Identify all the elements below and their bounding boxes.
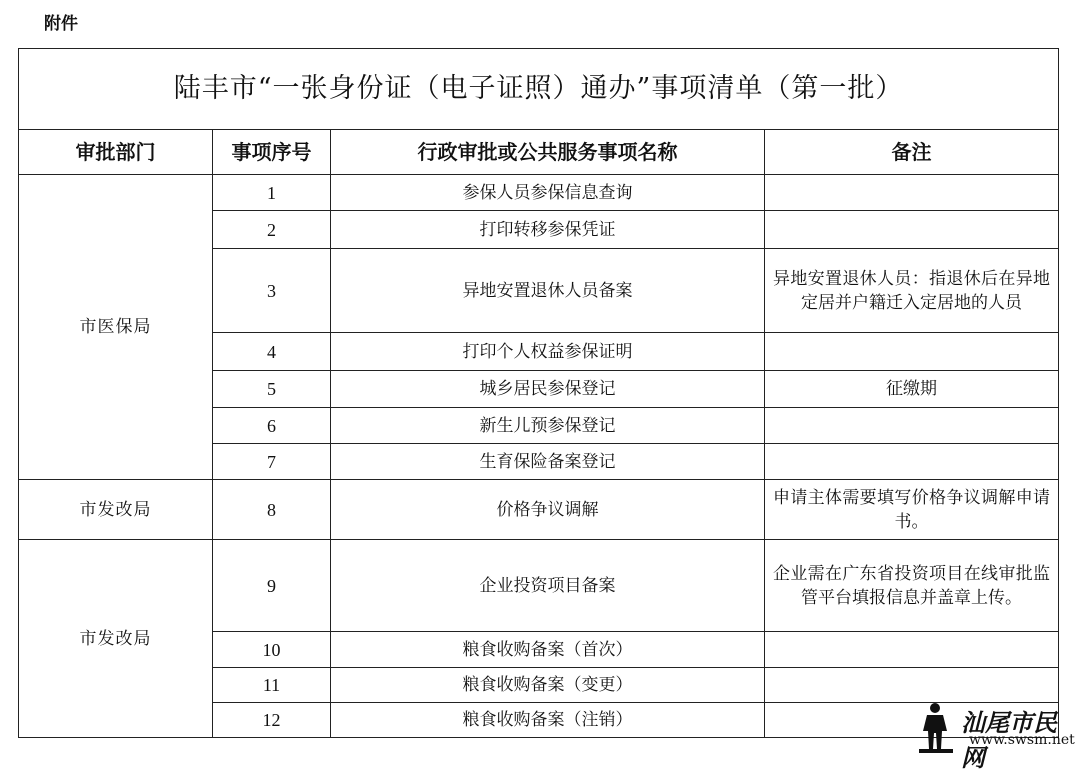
note-cell bbox=[765, 211, 1059, 249]
dept-cell: 市发改局 bbox=[19, 540, 213, 738]
num-cell: 10 bbox=[213, 632, 331, 668]
items-table bbox=[18, 48, 1059, 738]
table-row bbox=[19, 175, 1059, 211]
name-cell: 粮食收购备案（注销） bbox=[331, 703, 765, 738]
note-cell bbox=[765, 408, 1059, 444]
name-cell: 打印转移参保凭证 bbox=[331, 211, 765, 249]
name-cell: 粮食收购备案（首次） bbox=[331, 632, 765, 668]
num-cell: 9 bbox=[213, 540, 331, 632]
header-name: 行政审批或公共服务事项名称 bbox=[331, 130, 765, 175]
header-num: 事项序号 bbox=[213, 130, 331, 175]
name-cell: 价格争议调解 bbox=[331, 480, 765, 540]
table-row bbox=[19, 540, 1059, 632]
num-cell: 11 bbox=[213, 668, 331, 703]
name-cell: 企业投资项目备案 bbox=[331, 540, 765, 632]
watermark-url: www.swsm.net bbox=[969, 732, 1075, 748]
num-cell: 3 bbox=[213, 249, 331, 333]
note-cell: 征缴期 bbox=[765, 371, 1059, 408]
note-cell: 申请主体需要填写价格争议调解申请书。 bbox=[765, 480, 1059, 540]
dept-cell: 市医保局 bbox=[19, 175, 213, 480]
watermark bbox=[913, 701, 1075, 772]
num-cell: 4 bbox=[213, 333, 331, 371]
dept-cell: 市发改局 bbox=[19, 480, 213, 540]
note-cell bbox=[765, 632, 1059, 668]
header-dept: 审批部门 bbox=[19, 130, 213, 175]
num-cell: 8 bbox=[213, 480, 331, 540]
header-note: 备注 bbox=[765, 130, 1059, 175]
document-title: 陆丰市“一张身份证（电子证照）通办”事项清单（第一批） bbox=[19, 49, 1059, 130]
note-cell bbox=[765, 175, 1059, 211]
num-cell: 12 bbox=[213, 703, 331, 738]
num-cell: 5 bbox=[213, 371, 331, 408]
note-cell bbox=[765, 668, 1059, 703]
attachment-label: 附件 bbox=[44, 14, 78, 34]
note-cell: 异地安置退休人员：指退休后在异地定居并户籍迁入定居地的人员 bbox=[765, 249, 1059, 333]
name-cell: 异地安置退休人员备案 bbox=[331, 249, 765, 333]
table-row bbox=[19, 480, 1059, 540]
person-silhouette-icon bbox=[913, 701, 959, 753]
num-cell: 6 bbox=[213, 408, 331, 444]
name-cell: 粮食收购备案（变更） bbox=[331, 668, 765, 703]
name-cell: 城乡居民参保登记 bbox=[331, 371, 765, 408]
name-cell: 生育保险备案登记 bbox=[331, 444, 765, 480]
num-cell: 2 bbox=[213, 211, 331, 249]
note-cell: 企业需在广东省投资项目在线审批监管平台填报信息并盖章上传。 bbox=[765, 540, 1059, 632]
name-cell: 参保人员参保信息查询 bbox=[331, 175, 765, 211]
note-cell bbox=[765, 333, 1059, 371]
name-cell: 新生儿预参保登记 bbox=[331, 408, 765, 444]
num-cell: 7 bbox=[213, 444, 331, 480]
name-cell: 打印个人权益参保证明 bbox=[331, 333, 765, 371]
note-cell bbox=[765, 444, 1059, 480]
num-cell: 1 bbox=[213, 175, 331, 211]
watermark-brand: 汕尾市民网 bbox=[961, 708, 1057, 772]
